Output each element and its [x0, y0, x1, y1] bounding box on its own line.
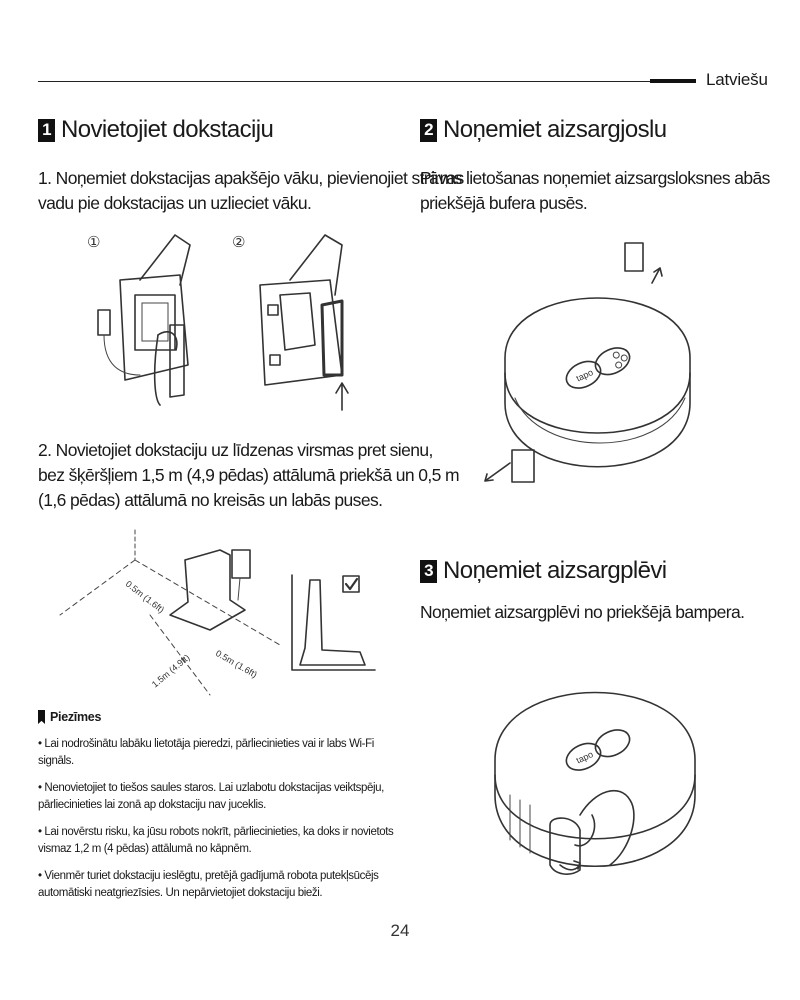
- section-2-heading: [420, 116, 667, 144]
- section-3-heading: [420, 557, 667, 585]
- dock-3d: [170, 550, 245, 630]
- plug-icon: [98, 310, 110, 335]
- robot-bumper-strip-illustration: [480, 238, 710, 508]
- step-2-line-3: (1,6 pēdas) attālumā no kreisās un labās puses.: [38, 490, 383, 510]
- section-1-step-1: [38, 166, 464, 216]
- robot-logo: [562, 343, 634, 393]
- section-3-number: 3: [420, 560, 437, 583]
- robot-body: [495, 693, 695, 867]
- notes-list: [38, 736, 410, 912]
- section-2-line-1: Pirms lietošanas noņemiet aizsargsloksnes abās: [420, 168, 770, 188]
- note-item: • Lai novērstu risku, ka jūsu robots nokrīt, pārliecinieties, ka doks ir novietots vismaz 1,2 m (4 pēdas) attālumā no kāpnēm.: [38, 824, 410, 858]
- outlet-icon: [232, 550, 250, 578]
- section-1-step-2: [38, 438, 460, 513]
- language-label: Latviešu: [706, 70, 768, 89]
- strip-tab-top: [625, 243, 643, 271]
- notes-title: Piezīmes: [38, 710, 101, 724]
- robot-film-illustration: [480, 665, 710, 890]
- dock-1-base: [120, 275, 188, 380]
- svg-text:tapo: tapo: [574, 749, 595, 766]
- dim-right-label: 0.5m (1.6ft): [214, 648, 259, 680]
- dock-2-back: [290, 235, 342, 295]
- step-1-line-1: 1. Noņemiet dokstacijas apakšējo vāku, pievienojiet strāvas: [38, 168, 464, 188]
- section-1-title: Novietojiet dokstaciju: [61, 116, 274, 143]
- section-2-text: [420, 166, 780, 216]
- hand-1: [155, 335, 160, 405]
- step-2-line-2: bez šķēršļiem 1,5 m (4,9 pēdas) attālumā priekšā un 0,5 m: [38, 465, 460, 485]
- step-label-2: ②: [232, 234, 246, 251]
- section-3-title: Noņemiet aizsargplēvi: [443, 557, 667, 584]
- arrow-icon: [485, 463, 510, 481]
- step-2-line-1: 2. Novietojiet dokstaciju uz līdzenas virsmas pret sienu,: [38, 440, 433, 460]
- step-label-1: ①: [87, 234, 101, 251]
- wall-side-view: [292, 575, 375, 670]
- arrow-icon: [652, 268, 662, 283]
- robot-body: [505, 298, 690, 467]
- note-item: • Nenovietojiet to tiešos saules staros. Lai uzlabotu dokstacijas veiktspēju, pārliecinieties lai zonā ap dokstaciju nav juceklis.: [38, 780, 410, 814]
- dock-2-base: [260, 280, 342, 385]
- cover-2: [322, 301, 342, 375]
- section-3-text: Noņemiet aizsargplēvi no priekšējā bampera.: [420, 602, 745, 622]
- note-item: • Vienmēr turiet dokstaciju ieslēgtu, pretējā gadījumā robota putekļsūcējs automātiski neatgriezīsies. Un nepārvietojiet dokstaciju bieži.: [38, 868, 410, 902]
- section-1-number: 1: [38, 119, 55, 142]
- arrow-up-icon: [336, 383, 348, 410]
- robot-logo: [562, 725, 634, 775]
- header-rule: [38, 81, 696, 82]
- bookmark-icon: [38, 710, 45, 724]
- note-item: • Lai nodrošinātu labāku lietotāja pieredzi, pārliecinieties vai ir labs Wi-Fi signāls.: [38, 736, 410, 770]
- header-rule-accent: [650, 79, 696, 83]
- svg-text:tapo: tapo: [574, 367, 595, 384]
- section-2-title: Noņemiet aizsargjoslu: [443, 116, 667, 143]
- hand-icon: [580, 791, 634, 865]
- page-number: 24: [390, 921, 410, 940]
- dim-front-label: 1.5m (4.9ft): [149, 652, 192, 690]
- dock-placement-illustration: [60, 530, 380, 705]
- dock-cover-illustration: [80, 225, 360, 425]
- strip-tab-bottom: [512, 450, 534, 482]
- section-2-number: 2: [420, 119, 437, 142]
- check-icon: [346, 579, 357, 589]
- cover-1: [170, 325, 184, 397]
- section-1-heading: [38, 116, 273, 144]
- step-1-line-2: vadu pie dokstacijas un uzlieciet vāku.: [38, 193, 312, 213]
- dim-left-label: 0.5m (1.6ft): [123, 578, 167, 615]
- section-2-line-2: priekšējā bufera pusēs.: [420, 193, 588, 213]
